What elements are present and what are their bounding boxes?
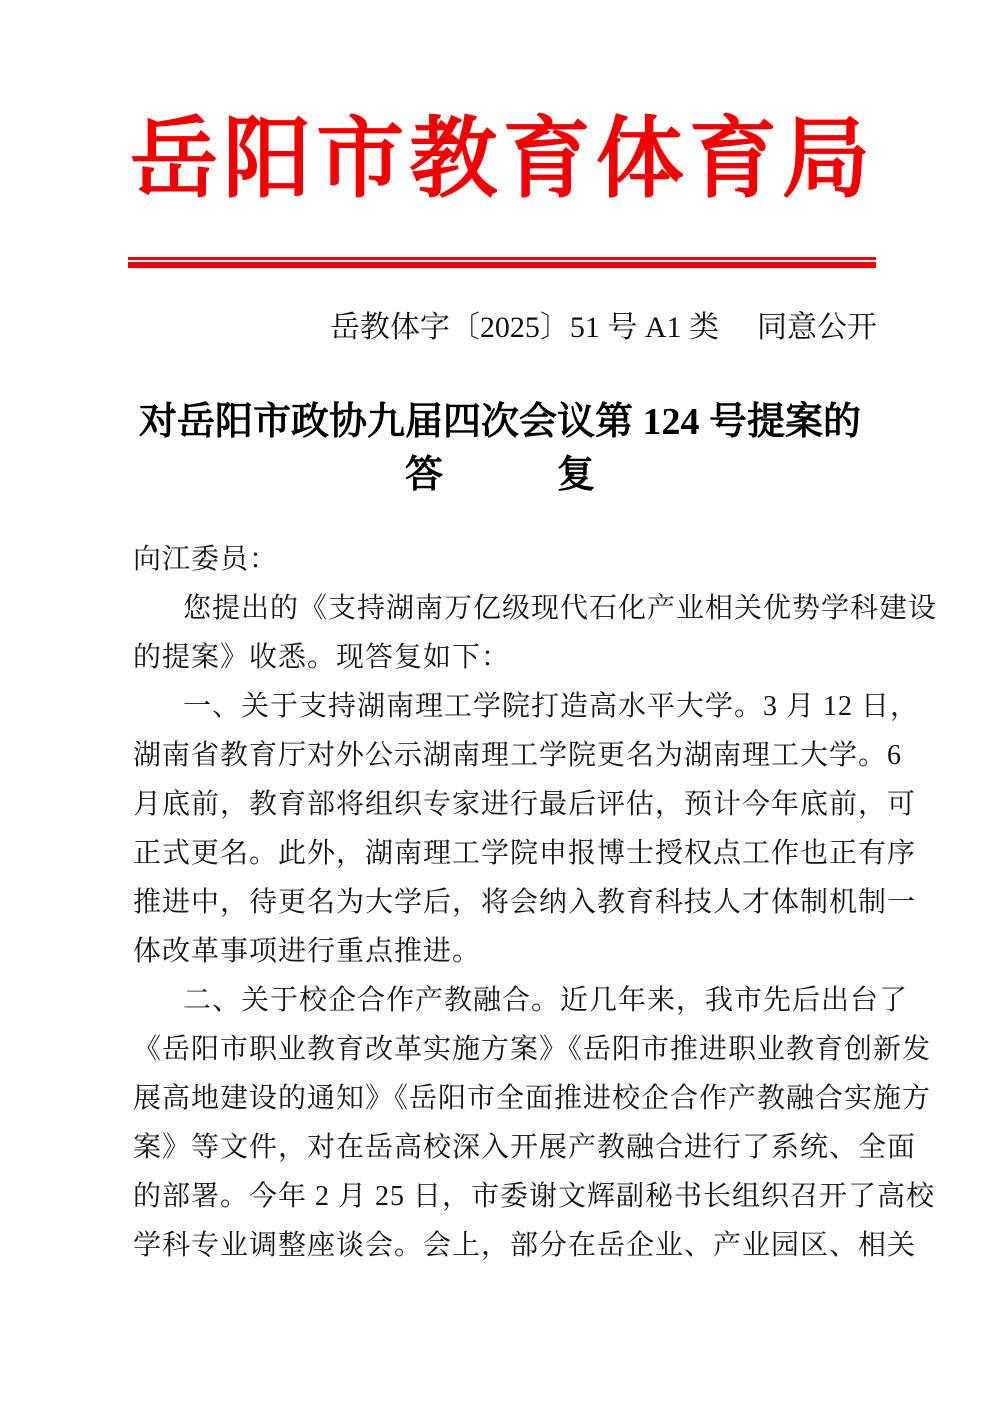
body-line: 案》等文件，对在岳高校深入开展产教融合进行了系统、全面 — [133, 1132, 917, 1163]
body-line: 一、关于支持湖南理工学院打造高水平大学。3 月 12 日， — [183, 691, 920, 722]
body-line-salutation: 向江委员： — [133, 544, 279, 575]
red-divider-rule — [128, 257, 876, 268]
body-line: 《岳阳市职业教育改革实施方案》《岳阳市推进职业教育创新发 — [133, 1034, 932, 1065]
body-line: 推进中，待更名为大学后，将会纳入教育科技人才体制机制一 — [133, 887, 917, 918]
body-line: 二、关于校企合作产教融合。近几年来，我市先后出台了 — [183, 985, 909, 1016]
body-line: 湖南省教育厅对外公示湖南理工学院更名为湖南理工大学。6 — [133, 740, 903, 771]
document-body — [133, 535, 938, 1270]
agency-letterhead-title: 岳阳市教育体育局 — [130, 112, 870, 209]
document-title-line1: 对岳阳市政协九届四次会议第 124 号提案的 — [138, 401, 861, 443]
document-title — [100, 396, 900, 502]
body-line: 您提出的《支持湖南万亿级现代石化产业相关优势学科建设 — [183, 593, 938, 624]
body-line: 月底前，教育部将组织专家进行最后评估，预计今年底前，可 — [133, 789, 917, 820]
doc-meta-row — [133, 306, 877, 350]
publicity-label: 同意公开 — [757, 311, 877, 344]
body-line: 展高地建设的通知》《岳阳市全面推进校企合作产教融合实施方 — [133, 1083, 932, 1114]
body-line: 体改革事项进行重点推进。 — [133, 936, 482, 967]
document-title-line2: 答 复 — [404, 454, 595, 496]
body-line: 的部署。今年 2 月 25 日，市委谢文辉副秘书长组织召开了高校 — [133, 1181, 936, 1212]
body-line: 学科专业调整座谈会。会上，部分在岳企业、产业园区、相关 — [133, 1230, 917, 1261]
body-line: 正式更名。此外，湖南理工学院申报博士授权点工作也正有序 — [133, 838, 917, 869]
doc-number: 岳教体字〔2025〕51 号 A1 类 — [329, 311, 719, 344]
body-line: 的提案》收悉。现答复如下： — [133, 642, 511, 673]
